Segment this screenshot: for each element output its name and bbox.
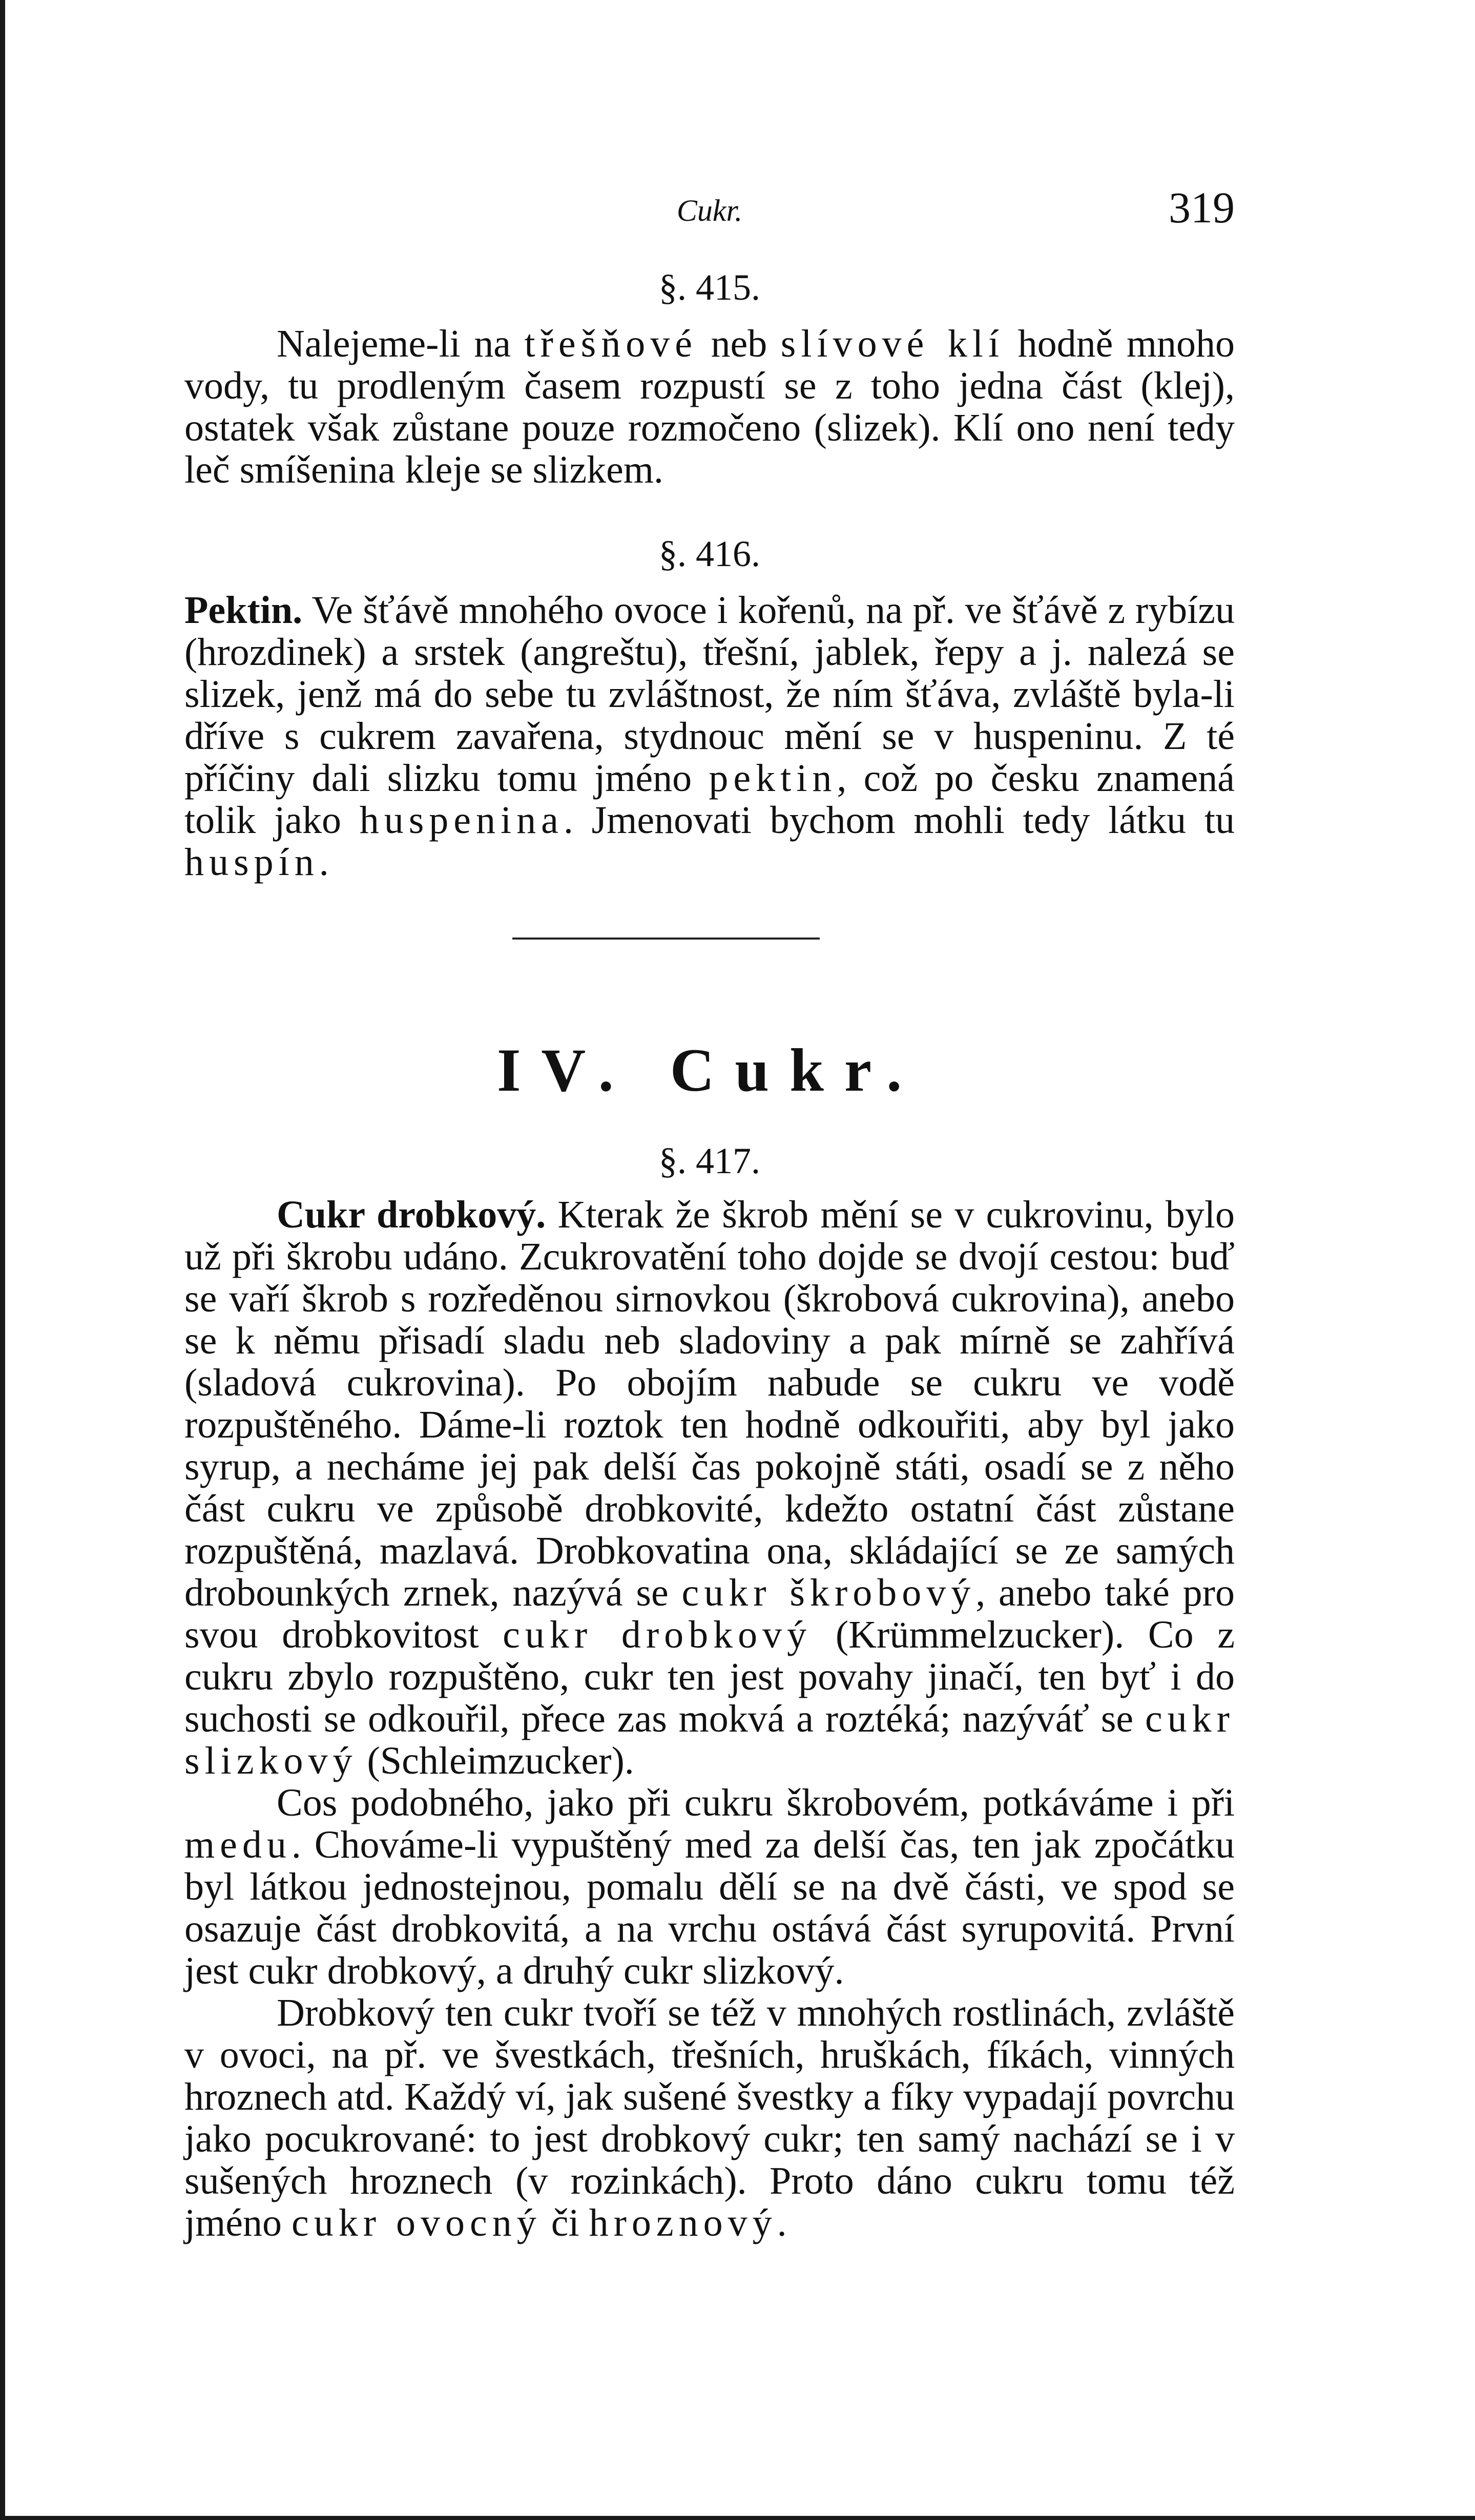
spaced-term: hroznový (589, 2201, 777, 2244)
page-header (184, 182, 1235, 238)
chapter-heading: IV. Cukr. (496, 1036, 923, 1104)
text-run: . (777, 2201, 787, 2244)
running-title: Cukr. (676, 194, 743, 227)
paragraph (184, 589, 1235, 883)
text-run: , anebo také pro svou drobkovitost (184, 1571, 1235, 1656)
bold-term: Cukr drobkový. (277, 1193, 546, 1236)
spaced-term: slívové klí (780, 322, 1005, 365)
scan-edge-bottom (0, 2516, 1475, 2520)
text-run: Kterak že škrob mění se v cukrovinu, bylo už při škrobu udáno. Zcukrovatění toho dojde se dvojí cestou: buď se vaří škrob s rozředěnou sirnovkou (škrobová cukrovina), anebo se k němu přisadí sladu neb sladoviny a pak mírně se zahřívá (sladová cukrovina). Po obojím nabude se cukru ve vodě rozpuštěného. Dáme-li roztok ten hodně odkouřiti, aby byl jako syrup, a necháme jej pak delší čas pokojně státi, osadí se z něho část cukru ve způsobě drobkovité, kdežto ostatní část zůstane rozpuštěná, mazlavá. Drobkovatina ona, skládající se ze samých drobounkých zrnek, nazývá se (184, 1193, 1235, 1614)
page-number: 319 (1169, 183, 1235, 232)
spaced-term: třešňové (524, 322, 697, 365)
text-run: či (541, 2201, 589, 2244)
section-mark-415: §. 415. (659, 267, 760, 308)
section-mark-416: §. 416. (659, 533, 760, 574)
spaced-term: medu (184, 1823, 292, 1866)
spaced-term: cukr slizkový (184, 1697, 1235, 1782)
text-run: Nalejeme-li na (277, 322, 525, 365)
section-mark-417: §. 417. (659, 1140, 760, 1181)
spaced-term: huspín (184, 841, 319, 884)
text-run: hodně mnoho vody, tu prodleným časem rozpustí se z toho jedna část (klej), ostatek však zůstane pouze rozmočeno (slizek). Klí ono není tedy leč smíšenina kleje se slizkem. (184, 322, 1235, 491)
spaced-term: cukr škrobový (681, 1571, 976, 1614)
bold-term: Pektin. (184, 589, 303, 632)
text-run: Drobkový ten cukr tvoří se též v mnohých rostlinách, zvláště v ovoci, na př. ve švestkách, třešních, hruškách, fíkách, vinných hroznech atd. Každý ví, jak sušené švestky a fíky vypadají povrchu jako pocukrované: to jest drobkový cukr; ten samý nachází se i v sušených hroznech (v rozinkách). Proto dáno cukru tomu též jméno (184, 1991, 1235, 2244)
scan-edge-left (0, 0, 5, 2520)
spaced-term: huspenina (359, 799, 564, 842)
text-run: (Schleimzucker). (357, 1739, 634, 1782)
text-run: neb (697, 322, 781, 365)
paragraph (184, 1194, 1235, 1782)
paragraph (184, 1782, 1235, 1992)
section-divider (512, 938, 820, 940)
text-run: , což po česku znamená tolik jako (184, 757, 1235, 842)
section-417-text (184, 1194, 1235, 2244)
spaced-term: pektin (709, 757, 837, 800)
section-415-text (184, 323, 1235, 491)
text-run: . Chováme-li vypuštěný med za delší čas, ten jak zpočátku byl látkou jednostejnou, pomalu dělí se na dvě části, ve spod se osazuje část drobkovitá, a na vrchu ostává část syrupovitá. První jest cukr drobkový, a druhý cukr slizkový. (184, 1823, 1235, 1992)
spaced-term: cukr drobkový (503, 1613, 812, 1656)
text-run: Ve šťávě mnohého ovoce i kořenů, na př. ve šťávě z rybízu (hrozdinek) a srstek (angreštu), třešní, jablek, řepy a j. nalezá se slizek, jenž má do sebe tu zvláštnost, že ním šťáva, zvláště byla-li dříve s cukrem zavařena, stydnouc mění se v huspeninu. Z té příčiny dali slizku tomu jméno (184, 589, 1235, 800)
text-run: (Krümmelzucker). Co z cukru zbylo rozpuštěno, cukr ten jest povahy jinačí, ten byť i do suchosti se odkouřil, přece zas mokvá a roztéká; nazýváť se (184, 1613, 1235, 1740)
text-run: . (319, 841, 329, 884)
text-run: . Jmenovati bychom mohli tedy látku tu (563, 799, 1235, 842)
paragraph (184, 1992, 1235, 2244)
spaced-term: cukr ovocný (291, 2201, 542, 2244)
paragraph (184, 323, 1235, 491)
section-416-text (184, 589, 1235, 883)
text-run: Cos podobného, jako při cukru škrobovém, potkáváme i při (277, 1781, 1235, 1824)
